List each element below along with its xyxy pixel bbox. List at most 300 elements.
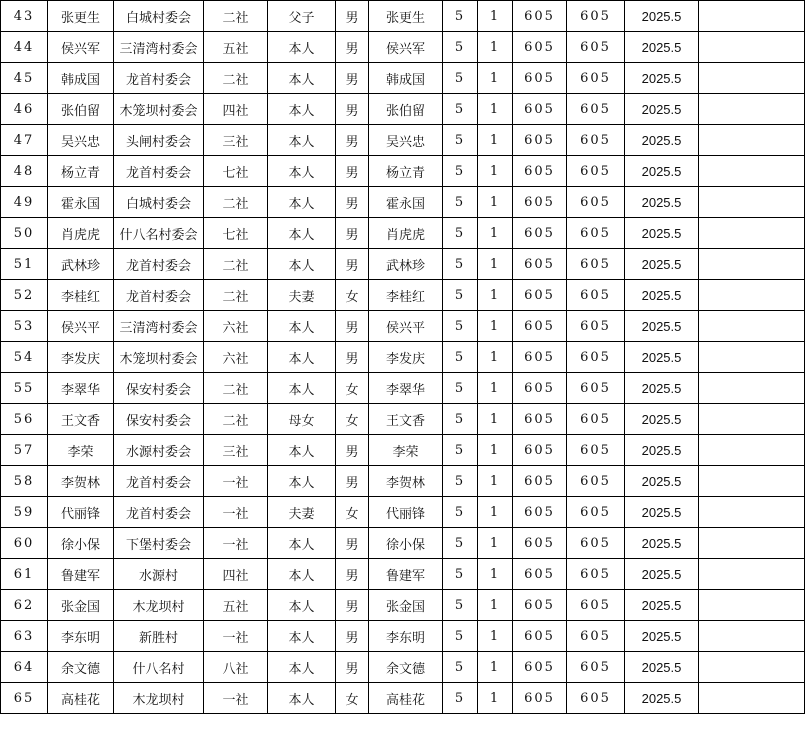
standard-amount-cell[interactable]: 605 bbox=[513, 156, 567, 187]
paid-amount-cell[interactable]: 605 bbox=[567, 218, 625, 249]
group-cell[interactable]: 二社 bbox=[204, 63, 268, 94]
payee-cell[interactable]: 吴兴忠 bbox=[369, 125, 443, 156]
standard-amount-cell[interactable]: 605 bbox=[513, 559, 567, 590]
name-cell[interactable]: 张伯留 bbox=[48, 94, 114, 125]
blank-cell[interactable] bbox=[699, 528, 805, 559]
standard-amount-cell[interactable]: 605 bbox=[513, 32, 567, 63]
gender-cell[interactable]: 男 bbox=[336, 125, 369, 156]
group-cell[interactable]: 五社 bbox=[204, 590, 268, 621]
village-cell[interactable]: 白城村委会 bbox=[114, 187, 204, 218]
count-cell[interactable]: 1 bbox=[478, 218, 513, 249]
gender-cell[interactable]: 男 bbox=[336, 94, 369, 125]
count-cell[interactable]: 1 bbox=[478, 435, 513, 466]
row-number-cell[interactable]: 64 bbox=[1, 652, 48, 683]
group-cell[interactable]: 二社 bbox=[204, 404, 268, 435]
count-cell[interactable]: 1 bbox=[478, 590, 513, 621]
blank-cell[interactable] bbox=[699, 94, 805, 125]
gender-cell[interactable]: 男 bbox=[336, 528, 369, 559]
months-cell[interactable]: 5 bbox=[443, 652, 478, 683]
relation-cell[interactable]: 本人 bbox=[268, 218, 336, 249]
group-cell[interactable]: 一社 bbox=[204, 528, 268, 559]
relation-cell[interactable]: 本人 bbox=[268, 528, 336, 559]
months-cell[interactable]: 5 bbox=[443, 63, 478, 94]
group-cell[interactable]: 五社 bbox=[204, 32, 268, 63]
village-cell[interactable]: 龙首村委会 bbox=[114, 249, 204, 280]
relation-cell[interactable]: 本人 bbox=[268, 187, 336, 218]
date-cell[interactable]: 2025.5 bbox=[625, 94, 699, 125]
relation-cell[interactable]: 本人 bbox=[268, 311, 336, 342]
count-cell[interactable]: 1 bbox=[478, 683, 513, 714]
village-cell[interactable]: 木笼坝村委会 bbox=[114, 94, 204, 125]
date-cell[interactable]: 2025.5 bbox=[625, 156, 699, 187]
gender-cell[interactable]: 男 bbox=[336, 342, 369, 373]
village-cell[interactable]: 木龙坝村 bbox=[114, 590, 204, 621]
standard-amount-cell[interactable]: 605 bbox=[513, 373, 567, 404]
standard-amount-cell[interactable]: 605 bbox=[513, 435, 567, 466]
paid-amount-cell[interactable]: 605 bbox=[567, 187, 625, 218]
village-cell[interactable]: 水源村委会 bbox=[114, 435, 204, 466]
group-cell[interactable]: 四社 bbox=[204, 559, 268, 590]
name-cell[interactable]: 侯兴军 bbox=[48, 32, 114, 63]
count-cell[interactable]: 1 bbox=[478, 497, 513, 528]
group-cell[interactable]: 七社 bbox=[204, 218, 268, 249]
months-cell[interactable]: 5 bbox=[443, 94, 478, 125]
paid-amount-cell[interactable]: 605 bbox=[567, 621, 625, 652]
payee-cell[interactable]: 霍永国 bbox=[369, 187, 443, 218]
relation-cell[interactable]: 本人 bbox=[268, 94, 336, 125]
row-number-cell[interactable]: 48 bbox=[1, 156, 48, 187]
months-cell[interactable]: 5 bbox=[443, 559, 478, 590]
name-cell[interactable]: 王文香 bbox=[48, 404, 114, 435]
gender-cell[interactable]: 男 bbox=[336, 435, 369, 466]
village-cell[interactable]: 水源村 bbox=[114, 559, 204, 590]
date-cell[interactable]: 2025.5 bbox=[625, 559, 699, 590]
standard-amount-cell[interactable]: 605 bbox=[513, 187, 567, 218]
relation-cell[interactable]: 本人 bbox=[268, 621, 336, 652]
gender-cell[interactable]: 男 bbox=[336, 218, 369, 249]
village-cell[interactable]: 龙首村委会 bbox=[114, 466, 204, 497]
count-cell[interactable]: 1 bbox=[478, 63, 513, 94]
date-cell[interactable]: 2025.5 bbox=[625, 249, 699, 280]
group-cell[interactable]: 一社 bbox=[204, 683, 268, 714]
name-cell[interactable]: 张金国 bbox=[48, 590, 114, 621]
date-cell[interactable]: 2025.5 bbox=[625, 63, 699, 94]
name-cell[interactable]: 李贺林 bbox=[48, 466, 114, 497]
gender-cell[interactable]: 男 bbox=[336, 652, 369, 683]
blank-cell[interactable] bbox=[699, 373, 805, 404]
group-cell[interactable]: 二社 bbox=[204, 1, 268, 32]
count-cell[interactable]: 1 bbox=[478, 249, 513, 280]
row-number-cell[interactable]: 65 bbox=[1, 683, 48, 714]
relation-cell[interactable]: 夫妻 bbox=[268, 280, 336, 311]
village-cell[interactable]: 下堡村委会 bbox=[114, 528, 204, 559]
relation-cell[interactable]: 本人 bbox=[268, 63, 336, 94]
paid-amount-cell[interactable]: 605 bbox=[567, 1, 625, 32]
blank-cell[interactable] bbox=[699, 621, 805, 652]
group-cell[interactable]: 四社 bbox=[204, 94, 268, 125]
relation-cell[interactable]: 父子 bbox=[268, 1, 336, 32]
relation-cell[interactable]: 本人 bbox=[268, 652, 336, 683]
payee-cell[interactable]: 侯兴军 bbox=[369, 32, 443, 63]
relation-cell[interactable]: 本人 bbox=[268, 466, 336, 497]
months-cell[interactable]: 5 bbox=[443, 125, 478, 156]
date-cell[interactable]: 2025.5 bbox=[625, 311, 699, 342]
payee-cell[interactable]: 李东明 bbox=[369, 621, 443, 652]
blank-cell[interactable] bbox=[699, 1, 805, 32]
months-cell[interactable]: 5 bbox=[443, 218, 478, 249]
months-cell[interactable]: 5 bbox=[443, 156, 478, 187]
standard-amount-cell[interactable]: 605 bbox=[513, 590, 567, 621]
table-row bbox=[1, 466, 805, 497]
blank-cell[interactable] bbox=[699, 156, 805, 187]
standard-amount-cell[interactable]: 605 bbox=[513, 218, 567, 249]
date-cell[interactable]: 2025.5 bbox=[625, 621, 699, 652]
relation-cell[interactable]: 本人 bbox=[268, 683, 336, 714]
village-cell[interactable]: 木龙坝村 bbox=[114, 683, 204, 714]
count-cell[interactable]: 1 bbox=[478, 373, 513, 404]
months-cell[interactable]: 5 bbox=[443, 497, 478, 528]
blank-cell[interactable] bbox=[699, 559, 805, 590]
date-cell[interactable]: 2025.5 bbox=[625, 590, 699, 621]
village-cell[interactable]: 保安村委会 bbox=[114, 373, 204, 404]
name-cell[interactable]: 鲁建军 bbox=[48, 559, 114, 590]
gender-cell[interactable]: 女 bbox=[336, 373, 369, 404]
group-cell[interactable]: 三社 bbox=[204, 125, 268, 156]
paid-amount-cell[interactable]: 605 bbox=[567, 125, 625, 156]
village-cell[interactable]: 龙首村委会 bbox=[114, 63, 204, 94]
standard-amount-cell[interactable]: 605 bbox=[513, 249, 567, 280]
gender-cell[interactable]: 男 bbox=[336, 559, 369, 590]
name-cell[interactable]: 肖虎虎 bbox=[48, 218, 114, 249]
count-cell[interactable]: 1 bbox=[478, 559, 513, 590]
relation-cell[interactable]: 本人 bbox=[268, 156, 336, 187]
standard-amount-cell[interactable]: 605 bbox=[513, 652, 567, 683]
date-cell[interactable]: 2025.5 bbox=[625, 373, 699, 404]
date-cell[interactable]: 2025.5 bbox=[625, 125, 699, 156]
count-cell[interactable]: 1 bbox=[478, 187, 513, 218]
count-cell[interactable]: 1 bbox=[478, 404, 513, 435]
count-cell[interactable]: 1 bbox=[478, 156, 513, 187]
paid-amount-cell[interactable]: 605 bbox=[567, 63, 625, 94]
standard-amount-cell[interactable]: 605 bbox=[513, 311, 567, 342]
payee-cell[interactable]: 肖虎虎 bbox=[369, 218, 443, 249]
relation-cell[interactable]: 本人 bbox=[268, 125, 336, 156]
village-cell[interactable]: 龙首村委会 bbox=[114, 497, 204, 528]
payee-cell[interactable]: 张伯留 bbox=[369, 94, 443, 125]
count-cell[interactable]: 1 bbox=[478, 125, 513, 156]
blank-cell[interactable] bbox=[699, 466, 805, 497]
months-cell[interactable]: 5 bbox=[443, 590, 478, 621]
date-cell[interactable]: 2025.5 bbox=[625, 187, 699, 218]
gender-cell[interactable]: 男 bbox=[336, 249, 369, 280]
months-cell[interactable]: 5 bbox=[443, 373, 478, 404]
village-cell[interactable]: 木笼坝村委会 bbox=[114, 342, 204, 373]
date-cell[interactable]: 2025.5 bbox=[625, 435, 699, 466]
village-cell[interactable]: 什八名村委会 bbox=[114, 218, 204, 249]
payee-cell[interactable]: 高桂花 bbox=[369, 683, 443, 714]
blank-cell[interactable] bbox=[699, 218, 805, 249]
months-cell[interactable]: 5 bbox=[443, 621, 478, 652]
payee-cell[interactable]: 李翠华 bbox=[369, 373, 443, 404]
count-cell[interactable]: 1 bbox=[478, 466, 513, 497]
name-cell[interactable]: 李翠华 bbox=[48, 373, 114, 404]
row-number-cell[interactable]: 61 bbox=[1, 559, 48, 590]
row-number-cell[interactable]: 43 bbox=[1, 1, 48, 32]
count-cell[interactable]: 1 bbox=[478, 621, 513, 652]
row-number-cell[interactable]: 60 bbox=[1, 528, 48, 559]
standard-amount-cell[interactable]: 605 bbox=[513, 528, 567, 559]
blank-cell[interactable] bbox=[699, 63, 805, 94]
gender-cell[interactable]: 男 bbox=[336, 590, 369, 621]
paid-amount-cell[interactable]: 605 bbox=[567, 342, 625, 373]
standard-amount-cell[interactable]: 605 bbox=[513, 280, 567, 311]
relation-cell[interactable]: 本人 bbox=[268, 373, 336, 404]
blank-cell[interactable] bbox=[699, 32, 805, 63]
paid-amount-cell[interactable]: 605 bbox=[567, 311, 625, 342]
row-number-cell[interactable]: 58 bbox=[1, 466, 48, 497]
relation-cell[interactable]: 本人 bbox=[268, 559, 336, 590]
row-number-cell[interactable]: 51 bbox=[1, 249, 48, 280]
name-cell[interactable]: 高桂花 bbox=[48, 683, 114, 714]
group-cell[interactable]: 一社 bbox=[204, 466, 268, 497]
blank-cell[interactable] bbox=[699, 652, 805, 683]
gender-cell[interactable]: 男 bbox=[336, 1, 369, 32]
name-cell[interactable]: 吴兴忠 bbox=[48, 125, 114, 156]
group-cell[interactable]: 二社 bbox=[204, 280, 268, 311]
payee-cell[interactable]: 徐小保 bbox=[369, 528, 443, 559]
paid-amount-cell[interactable]: 605 bbox=[567, 280, 625, 311]
name-cell[interactable]: 侯兴平 bbox=[48, 311, 114, 342]
village-cell[interactable]: 保安村委会 bbox=[114, 404, 204, 435]
village-cell[interactable]: 新胜村 bbox=[114, 621, 204, 652]
paid-amount-cell[interactable]: 605 bbox=[567, 652, 625, 683]
row-number-cell[interactable]: 50 bbox=[1, 218, 48, 249]
paid-amount-cell[interactable]: 605 bbox=[567, 466, 625, 497]
months-cell[interactable]: 5 bbox=[443, 311, 478, 342]
blank-cell[interactable] bbox=[699, 280, 805, 311]
payee-cell[interactable]: 杨立青 bbox=[369, 156, 443, 187]
payee-cell[interactable]: 余文德 bbox=[369, 652, 443, 683]
row-number-cell[interactable]: 46 bbox=[1, 94, 48, 125]
group-cell[interactable]: 一社 bbox=[204, 497, 268, 528]
village-cell[interactable]: 三清湾村委会 bbox=[114, 32, 204, 63]
relation-cell[interactable]: 母女 bbox=[268, 404, 336, 435]
standard-amount-cell[interactable]: 605 bbox=[513, 94, 567, 125]
gender-cell[interactable]: 男 bbox=[336, 311, 369, 342]
months-cell[interactable]: 5 bbox=[443, 683, 478, 714]
payee-cell[interactable]: 李发庆 bbox=[369, 342, 443, 373]
standard-amount-cell[interactable]: 605 bbox=[513, 621, 567, 652]
paid-amount-cell[interactable]: 605 bbox=[567, 373, 625, 404]
date-cell[interactable]: 2025.5 bbox=[625, 32, 699, 63]
months-cell[interactable]: 5 bbox=[443, 280, 478, 311]
name-cell[interactable]: 代丽锋 bbox=[48, 497, 114, 528]
date-cell[interactable]: 2025.5 bbox=[625, 466, 699, 497]
standard-amount-cell[interactable]: 605 bbox=[513, 466, 567, 497]
name-cell[interactable]: 余文德 bbox=[48, 652, 114, 683]
group-cell[interactable]: 六社 bbox=[204, 342, 268, 373]
date-cell[interactable]: 2025.5 bbox=[625, 497, 699, 528]
paid-amount-cell[interactable]: 605 bbox=[567, 32, 625, 63]
paid-amount-cell[interactable]: 605 bbox=[567, 559, 625, 590]
name-cell[interactable]: 李东明 bbox=[48, 621, 114, 652]
date-cell[interactable]: 2025.5 bbox=[625, 1, 699, 32]
paid-amount-cell[interactable]: 605 bbox=[567, 497, 625, 528]
count-cell[interactable]: 1 bbox=[478, 280, 513, 311]
group-cell[interactable]: 二社 bbox=[204, 249, 268, 280]
blank-cell[interactable] bbox=[699, 249, 805, 280]
group-cell[interactable]: 七社 bbox=[204, 156, 268, 187]
payee-cell[interactable]: 张更生 bbox=[369, 1, 443, 32]
row-number-cell[interactable]: 56 bbox=[1, 404, 48, 435]
blank-cell[interactable] bbox=[699, 342, 805, 373]
blank-cell[interactable] bbox=[699, 187, 805, 218]
count-cell[interactable]: 1 bbox=[478, 32, 513, 63]
months-cell[interactable]: 5 bbox=[443, 528, 478, 559]
payee-cell[interactable]: 武林珍 bbox=[369, 249, 443, 280]
standard-amount-cell[interactable]: 605 bbox=[513, 497, 567, 528]
blank-cell[interactable] bbox=[699, 590, 805, 621]
relation-cell[interactable]: 本人 bbox=[268, 590, 336, 621]
row-number-cell[interactable]: 63 bbox=[1, 621, 48, 652]
count-cell[interactable]: 1 bbox=[478, 94, 513, 125]
group-cell[interactable]: 六社 bbox=[204, 311, 268, 342]
gender-cell[interactable]: 男 bbox=[336, 63, 369, 94]
name-cell[interactable]: 李荣 bbox=[48, 435, 114, 466]
months-cell[interactable]: 5 bbox=[443, 32, 478, 63]
row-number-cell[interactable]: 59 bbox=[1, 497, 48, 528]
name-cell[interactable]: 韩成国 bbox=[48, 63, 114, 94]
payee-cell[interactable]: 张金国 bbox=[369, 590, 443, 621]
payee-cell[interactable]: 李桂红 bbox=[369, 280, 443, 311]
name-cell[interactable]: 李桂红 bbox=[48, 280, 114, 311]
row-number-cell[interactable]: 53 bbox=[1, 311, 48, 342]
payee-cell[interactable]: 李贺林 bbox=[369, 466, 443, 497]
count-cell[interactable]: 1 bbox=[478, 528, 513, 559]
name-cell[interactable]: 霍永国 bbox=[48, 187, 114, 218]
count-cell[interactable]: 1 bbox=[478, 1, 513, 32]
paid-amount-cell[interactable]: 605 bbox=[567, 435, 625, 466]
count-cell[interactable]: 1 bbox=[478, 311, 513, 342]
village-cell[interactable]: 三清湾村委会 bbox=[114, 311, 204, 342]
standard-amount-cell[interactable]: 605 bbox=[513, 1, 567, 32]
gender-cell[interactable]: 女 bbox=[336, 497, 369, 528]
standard-amount-cell[interactable]: 605 bbox=[513, 125, 567, 156]
months-cell[interactable]: 5 bbox=[443, 187, 478, 218]
row-number-cell[interactable]: 57 bbox=[1, 435, 48, 466]
paid-amount-cell[interactable]: 605 bbox=[567, 156, 625, 187]
row-number-cell[interactable]: 45 bbox=[1, 63, 48, 94]
gender-cell[interactable]: 男 bbox=[336, 156, 369, 187]
count-cell[interactable]: 1 bbox=[478, 652, 513, 683]
standard-amount-cell[interactable]: 605 bbox=[513, 683, 567, 714]
gender-cell[interactable]: 男 bbox=[336, 32, 369, 63]
group-cell[interactable]: 八社 bbox=[204, 652, 268, 683]
relation-cell[interactable]: 夫妻 bbox=[268, 497, 336, 528]
payee-cell[interactable]: 鲁建军 bbox=[369, 559, 443, 590]
gender-cell[interactable]: 女 bbox=[336, 404, 369, 435]
gender-cell[interactable]: 男 bbox=[336, 621, 369, 652]
gender-cell[interactable]: 女 bbox=[336, 683, 369, 714]
village-cell[interactable]: 头闸村委会 bbox=[114, 125, 204, 156]
date-cell[interactable]: 2025.5 bbox=[625, 652, 699, 683]
payee-cell[interactable]: 侯兴平 bbox=[369, 311, 443, 342]
row-number-cell[interactable]: 55 bbox=[1, 373, 48, 404]
date-cell[interactable]: 2025.5 bbox=[625, 342, 699, 373]
village-cell[interactable]: 龙首村委会 bbox=[114, 156, 204, 187]
row-number-cell[interactable]: 54 bbox=[1, 342, 48, 373]
paid-amount-cell[interactable]: 605 bbox=[567, 528, 625, 559]
row-number-cell[interactable]: 52 bbox=[1, 280, 48, 311]
name-cell[interactable]: 李发庆 bbox=[48, 342, 114, 373]
relation-cell[interactable]: 本人 bbox=[268, 32, 336, 63]
relation-cell[interactable]: 本人 bbox=[268, 342, 336, 373]
months-cell[interactable]: 5 bbox=[443, 249, 478, 280]
group-cell[interactable]: 二社 bbox=[204, 373, 268, 404]
standard-amount-cell[interactable]: 605 bbox=[513, 342, 567, 373]
blank-cell[interactable] bbox=[699, 404, 805, 435]
paid-amount-cell[interactable]: 605 bbox=[567, 590, 625, 621]
standard-amount-cell[interactable]: 605 bbox=[513, 404, 567, 435]
village-cell[interactable]: 白城村委会 bbox=[114, 1, 204, 32]
paid-amount-cell[interactable]: 605 bbox=[567, 249, 625, 280]
blank-cell[interactable] bbox=[699, 125, 805, 156]
payee-cell[interactable]: 王文香 bbox=[369, 404, 443, 435]
paid-amount-cell[interactable]: 605 bbox=[567, 404, 625, 435]
row-number-cell[interactable]: 44 bbox=[1, 32, 48, 63]
group-cell[interactable]: 一社 bbox=[204, 621, 268, 652]
blank-cell[interactable] bbox=[699, 435, 805, 466]
name-cell[interactable]: 武林珍 bbox=[48, 249, 114, 280]
village-cell[interactable]: 什八名村 bbox=[114, 652, 204, 683]
date-cell[interactable]: 2025.5 bbox=[625, 404, 699, 435]
row-number-cell[interactable]: 49 bbox=[1, 187, 48, 218]
blank-cell[interactable] bbox=[699, 311, 805, 342]
date-cell[interactable]: 2025.5 bbox=[625, 280, 699, 311]
payee-cell[interactable]: 李荣 bbox=[369, 435, 443, 466]
relation-cell[interactable]: 本人 bbox=[268, 435, 336, 466]
name-cell[interactable]: 徐小保 bbox=[48, 528, 114, 559]
row-number-cell[interactable]: 62 bbox=[1, 590, 48, 621]
months-cell[interactable]: 5 bbox=[443, 342, 478, 373]
date-cell[interactable]: 2025.5 bbox=[625, 683, 699, 714]
months-cell[interactable]: 5 bbox=[443, 1, 478, 32]
date-cell[interactable]: 2025.5 bbox=[625, 218, 699, 249]
months-cell[interactable]: 5 bbox=[443, 435, 478, 466]
count-cell[interactable]: 1 bbox=[478, 342, 513, 373]
paid-amount-cell[interactable]: 605 bbox=[567, 683, 625, 714]
gender-cell[interactable]: 女 bbox=[336, 280, 369, 311]
village-cell[interactable]: 龙首村委会 bbox=[114, 280, 204, 311]
blank-cell[interactable] bbox=[699, 683, 805, 714]
gender-cell[interactable]: 男 bbox=[336, 187, 369, 218]
relation-cell[interactable]: 本人 bbox=[268, 249, 336, 280]
blank-cell[interactable] bbox=[699, 497, 805, 528]
payee-cell[interactable]: 韩成国 bbox=[369, 63, 443, 94]
payee-cell[interactable]: 代丽锋 bbox=[369, 497, 443, 528]
group-cell[interactable]: 三社 bbox=[204, 435, 268, 466]
group-cell[interactable]: 二社 bbox=[204, 187, 268, 218]
paid-amount-cell[interactable]: 605 bbox=[567, 94, 625, 125]
row-number-cell[interactable]: 47 bbox=[1, 125, 48, 156]
gender-cell[interactable]: 男 bbox=[336, 466, 369, 497]
standard-amount-cell[interactable]: 605 bbox=[513, 63, 567, 94]
months-cell[interactable]: 5 bbox=[443, 466, 478, 497]
name-cell[interactable]: 张更生 bbox=[48, 1, 114, 32]
months-cell[interactable]: 5 bbox=[443, 404, 478, 435]
date-cell[interactable]: 2025.5 bbox=[625, 528, 699, 559]
name-cell[interactable]: 杨立青 bbox=[48, 156, 114, 187]
